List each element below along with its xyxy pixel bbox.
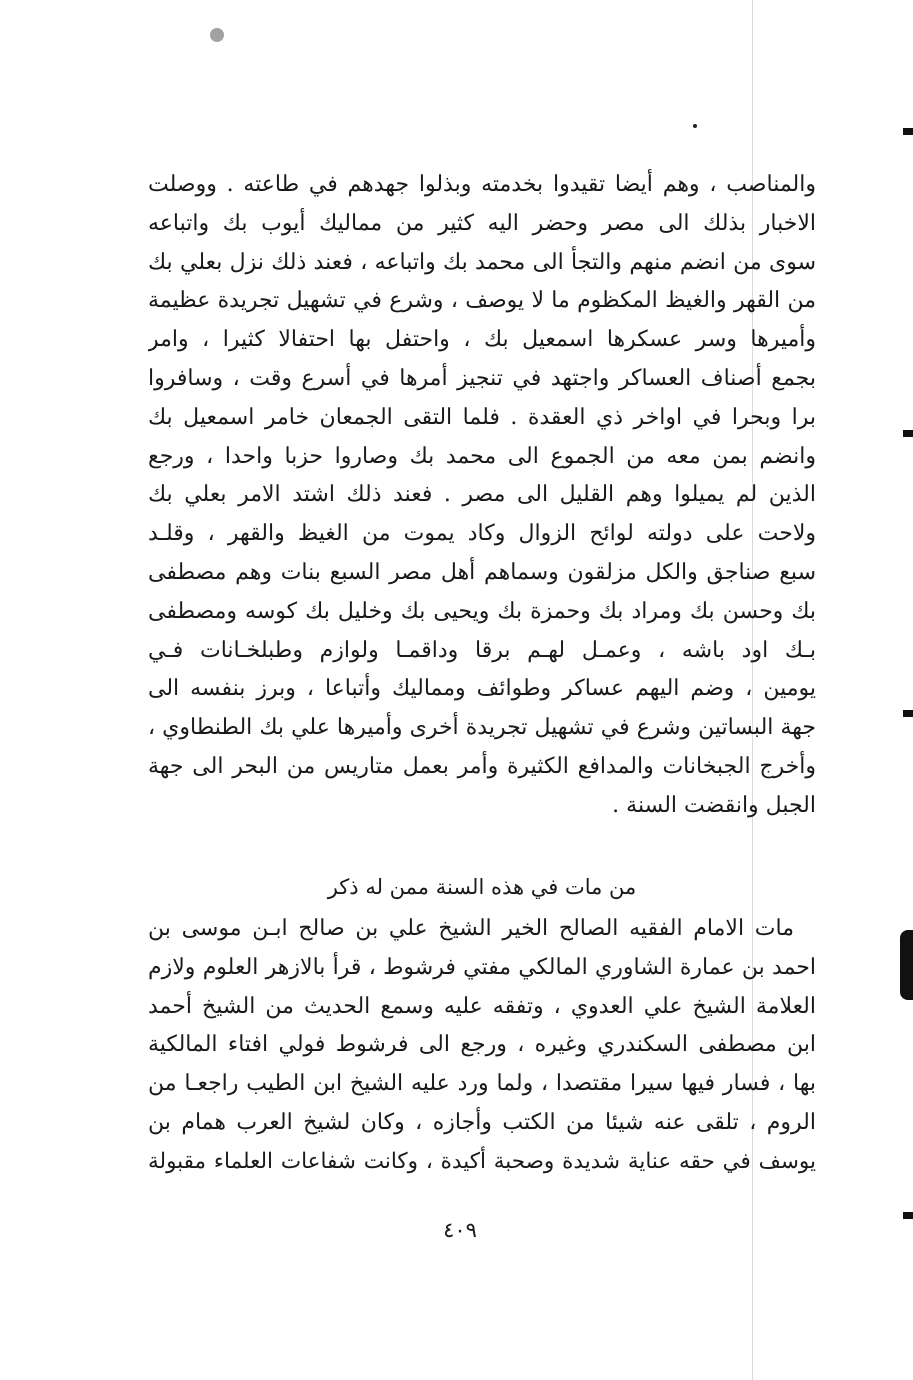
text-line: يوسف في حقه عناية شديدة وصحبة أكيدة ، وكانت شفاعات العلماء مقبولة [148,1148,816,1174]
text-line: ابن مصطفى السكندري وغيره ، ورجع الى فرشوط فولي افتاء المالكية [148,1032,816,1058]
text-line: وأميرها وسر عسكرها اسمعيل بك ، واحتفل بها احتفالا كثيرا ، وامر [148,327,816,353]
margin-mark [903,128,913,135]
text-line: العلامة الشيخ علي العدوي ، وتفقه عليه وسمع الحديث من الشيخ أحمد [148,993,816,1019]
margin-mark [903,430,913,437]
text-line: بها ، فسار فيها سيرا مقتصدا ، ولما ورد عليه الشيخ ابن الطيب راجعـا من [148,1071,816,1097]
text-line: الذين لم يميلوا وهم القليل الى مصر . فعند ذلك اشتد الامر بعلي بك [148,482,816,508]
text-line: الروم ، تلقى عنه شيئا من الكتب وأجازه ، وكان لشيخ العرب همام بن [148,1109,816,1135]
margin-mark [903,1212,913,1219]
ink-dot [693,124,697,128]
text-line: برا وبحرا في اواخر ذي العقدة . فلما التقى الجمعان خامر اسمعيل بك [148,404,816,430]
page-number: ٤٠٩ [443,1218,477,1242]
text-line: وأخرج الجبخانات والمدافع الكثيرة وأمر بعمل متاريس من البحر الى جهة [148,753,816,779]
text-line: بـك اود باشه ، وعمـل لهـم برقا وداقمـا ولوازم وطبلخـانات فـي [148,637,816,663]
margin-ink-blob [900,930,913,1000]
text-line: وانضم بمن معه من الجموع الى محمد بك وصاروا حزبا واحدا ، ورجع [148,443,816,469]
text-line: جهة البساتين وشرع في تشهيل تجريدة أخرى وأميرها علي بك الطنطاوي ، [148,715,816,741]
text-line: والمناصب ، وهم أيضا تقيدوا بخدمته وبذلوا جهدهم في طاعته . ووصلت [148,172,816,197]
paragraph-1 [148,166,816,826]
text-line: يومين ، وضم اليهم عساكر وطوائف ومماليك وأتباعا ، وبرز بنفسه الى [148,676,816,702]
text-line: احمد بن عمارة الشاوري المالكي مفتي فرشوط ، قرأ بالازهر العلوم ولازم [148,954,816,980]
text-line-last: الجبل وانقضت السنة . [612,792,816,818]
section-heading: من مات في هذه السنة ممن له ذكر [327,875,637,899]
text-line: بجمع أصناف العساكر واجتهد في تنجيز أمرها في أسرع وقت ، وسافروا [148,365,816,391]
text-line: الاخبار بذلك الى مصر وحضر اليه كثير من مماليك أيوب بك واتباعه [148,210,816,236]
ink-speck [210,28,224,42]
text-line: ولاحت على دولته لوائح الزوال وكاد يموت من الغيظ والقهر ، وقلـد [148,521,816,547]
text-line: من القهر والغيظ المكظوم ما لا يوصف ، وشرع في تشهيل تجريدة عظيمة [148,288,816,314]
paragraph-2 [148,910,816,1182]
text-line: بك وحسن بك ومراد بك وحمزة بك ويحيى بك وخليل بك كوسه ومصطفى [148,598,816,624]
text-line: سبع صناجق والكل مزلقون وسماهم أهل مصر السبع بنات وهم مصطفى [148,559,816,585]
margin-mark [903,710,913,717]
text-line: سوى من انضم منهم والتجأ الى محمد بك واتباعه ، فعند ذلك نزل بعلي بك [148,249,816,275]
text-line: مات الامام الفقيه الصالح الخير الشيخ علي بن صالح ابـن موسى بن [148,916,794,941]
